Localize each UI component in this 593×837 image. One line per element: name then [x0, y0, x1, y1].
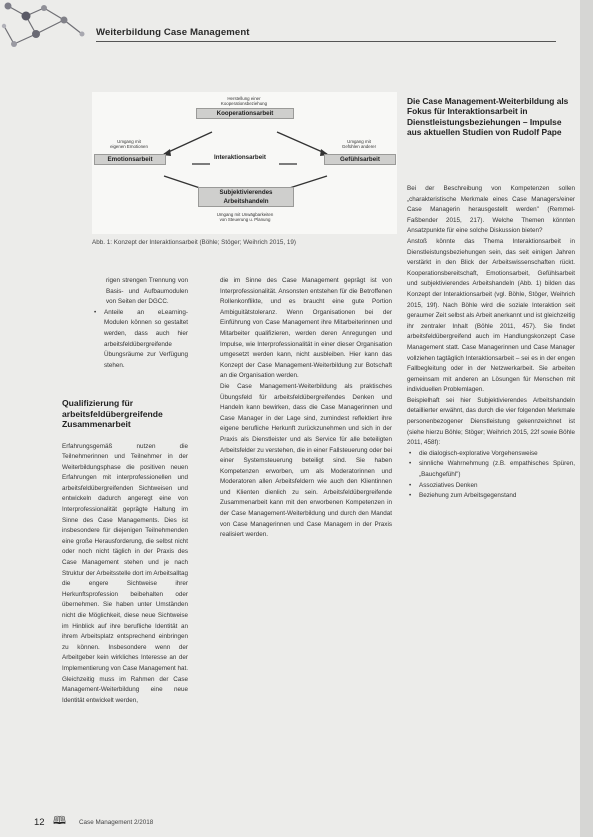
- col3-bullet-1: • die dialogisch-explorative Vorgehensweise: [419, 449, 575, 460]
- top-label: Herstellung einer Kooperationsbeziehung: [220, 96, 268, 106]
- page-number: 12: [34, 817, 45, 828]
- right-label: Umgang mit Gefühlen anderer: [341, 139, 377, 149]
- box-gefuehlsarbeit: Gefühlsarbeit: [324, 154, 396, 165]
- journal-name: Case Management 2/2018: [79, 819, 154, 826]
- column-1: [92, 276, 188, 371]
- column-2: [220, 276, 392, 541]
- figure-caption: Abb. 1: Konzept der Interaktionsarbeit (Böhle; Stöger; Weihrich 2015, 19): [92, 239, 296, 246]
- network-logo: [0, 0, 90, 60]
- col1-paragraph-3: Gleichzeitig muss im Rahmen der Case Management-Weiterbildung eine neue Identität entwickelt werden,: [62, 675, 188, 704]
- box-subjektivierendes-arbeitshandeln: Subjektivierendes Arbeitshandeln: [198, 187, 294, 207]
- col3-paragraph-1: Bei der Beschreibung von Kompetenzen sollen „charakteristische Merkmale eines Case Managers/einer Case Managerin herausgestellt werden" (Remmel-Faßbender 2015, 217). Welche Themen könnten Ansatzpunkte für eine solche Diskussion bieten?: [407, 185, 575, 235]
- col3-bullet-4: • Beziehung zum Arbeitsgegenstand: [419, 491, 575, 502]
- col1-paragraph-2: Erfahrungsgemäß nutzen die Teilnehmerinnen und Teilnehmer in der Weiterbildungsphase die positiven neuen Erfahrungen mit interprofessionellen und arbeitsfeldübergreifenden Sichtweisen und entwickeln dadurch angeregt eine von Interprofessionalität geprägte Haltung im Sinne des Case Managements. Dies ist insbesondere für diejenigen Teilnehmenden eine große Herausforderung, die selbst nicht oder noch nicht täglich in der Praxis des Case Management stehen und je nach Struktur der Arbeitsstelle dort im Arbeitsalltag die engere Sichtweise ihrer Herkunftsprofession beibehalten oder übernehmen. Sie haben unter Umständen nicht die Möglichkeit, diese neue Sichtweise im Hinblick auf ihre berufliche Identität an ihrem Arbeitsplatz entsprechend einbringen zu können. Insbesondere wenn der Arbeitgeber kein wirkliches Interesse an der Implementierung von Case Management hat.: [62, 442, 189, 672]
- col3-paragraph-3: Beispielhaft sei hier Subjektivierendes Arbeitshandeln detaillierter erwähnt, das durch die vier folgenden Merkmale personenbezogener Dienstleistung gekennzeichnet ist (siehe hierzu Böhle; Stöger; Weihrich 2015, 22f sowie Böhle 2011, 458f):: [407, 396, 575, 447]
- column-3: [407, 184, 575, 502]
- column-1-continued: [62, 392, 188, 706]
- col3-heading: Die Case Management-Weiterbildung als Fokus für Interaktionsarbeit in Dienstleistungsbeziehungen – Impulse aus aktuellen Studien von Rudolf Pape: [407, 96, 569, 138]
- col1-heading: Qualifizierung für arbeitsfeldübergreifende Zusammenarbeit: [62, 398, 163, 429]
- box-kooperationsarbeit: Kooperationsarbeit: [196, 108, 294, 119]
- box-emotionsarbeit: Emotionsarbeit: [94, 154, 166, 165]
- book-icon: 🕮: [53, 815, 66, 827]
- side-tab: [580, 0, 593, 837]
- col1-paragraph-1: rigen strengen Trennung von Basis- und Aufbaumodulen von Seiten der DGCC.: [106, 277, 188, 306]
- col2-paragraph-1: die im Sinne des Case Management geprägt ist von Interprofessionalität. Ansonsten entstehen für die Betroffenen Rollenkonflikte, und es braucht eine gute Portion Ambiguitätstoleranz. Wenn Organisationen bei der Einführung von Case Management ihre Mitarbeiterinnen und Mitarbeiter qualifizieren, werden deren Anregungen und Impulse, wie Interprofessionalität in einer dieser Organisation umgesetzt werden kann, nicht ausbleiben. Hier kann das Konzept der Case Management-Weiterbildung zur Botschaft an die Organisation werden.: [220, 277, 392, 380]
- col2-paragraph-2: Die Case Management-Weiterbildung als praktisches Übungsfeld für arbeitsfeldübergreifendes Denken und Handeln kann bewirken, dass die Case Managerinnen und Case Manager in der Lage sind, zumindest reflektiert ihre eigene berufliche Herkunft zurückzunehmen und sich in der Praxis als Dienstleister und als Service für alle beteiligten Arbeitsfelder zu verstehen, die in einer Fallsteuerung oder bei einer Systemsteuerung beteiligt sind. Sie haben Kompetenzen erworben, um als Moderatorinnen und Moderatoren allen Arbeitsfeldern wie auch den Klientinnen und Klienten dienlich zu sein. Arbeitsfeldübergreifende Zusammenarbeit kann mit den erworbenen Kompetenzen in der Case Management-Weiterbildung und durch den Mandat von Case Managerinnen und Case Managern in der Praxis realisiert werden.: [220, 382, 392, 539]
- col3-bullet-3: • Assoziatives Denken: [419, 481, 575, 492]
- col3-paragraph-2: Anstoß könnte das Thema Interaktionsarbeit in Dienstleistungsbeziehungen sein, das seit einigen Jahren verstärkt in den Blick der Arbeitswissenschaften rückt. Kooperationsbereitschaft, Emotionsarbeit, Gefühlsarbeit und subjektivierendes Arbeitshandeln (Abb. 1) bilden das Konzept der Interaktionsarbeit (vgl. Böhle, Stöger, Weihrich 2015, 19f). Nach Böhle wird die soziale Interaktion seit geraumer Zeit selbst als Arbeit anerkannt und ist gleichzeitig ihr zentraler Inhalt (Böhle 2011, 457). Sie findet arbeitsfeldübergreifend auch im Handlungskonzept Case Management statt. Case Managerinnen und Case Manager vollziehen tagtäglich Interaktionsarbeit – sei es in der engen Fallbegleitung oder in der Netzwerkarbeit. Sie arbeiten gemeinsam mit anderen an Lösungen für Menschen mit individuellen Problemlagen.: [407, 237, 576, 394]
- interaction-work-diagram: [92, 92, 397, 234]
- bottom-label: Umgang mit Unwägbarkeiten von Steuerung u. Planung: [216, 212, 274, 222]
- center-interaktionsarbeit: Interaktionsarbeit: [214, 154, 266, 161]
- col3-bullet-2: • sinnliche Wahrnehmung (z.B. empathisches Spüren, „Bauchgefühl"): [419, 459, 575, 480]
- left-label: Umgang mit eigenen Emotionen: [110, 139, 148, 149]
- section-title: Weiterbildung Case Management: [96, 27, 250, 38]
- col1-bullet-1: • Anteile an eLearning-Modulen können so gestaltet werden, dass auch hier arbeitsfeldübergreifende Übungsräume zur Verfügung stehen.: [104, 308, 188, 372]
- header-rule: [96, 41, 556, 42]
